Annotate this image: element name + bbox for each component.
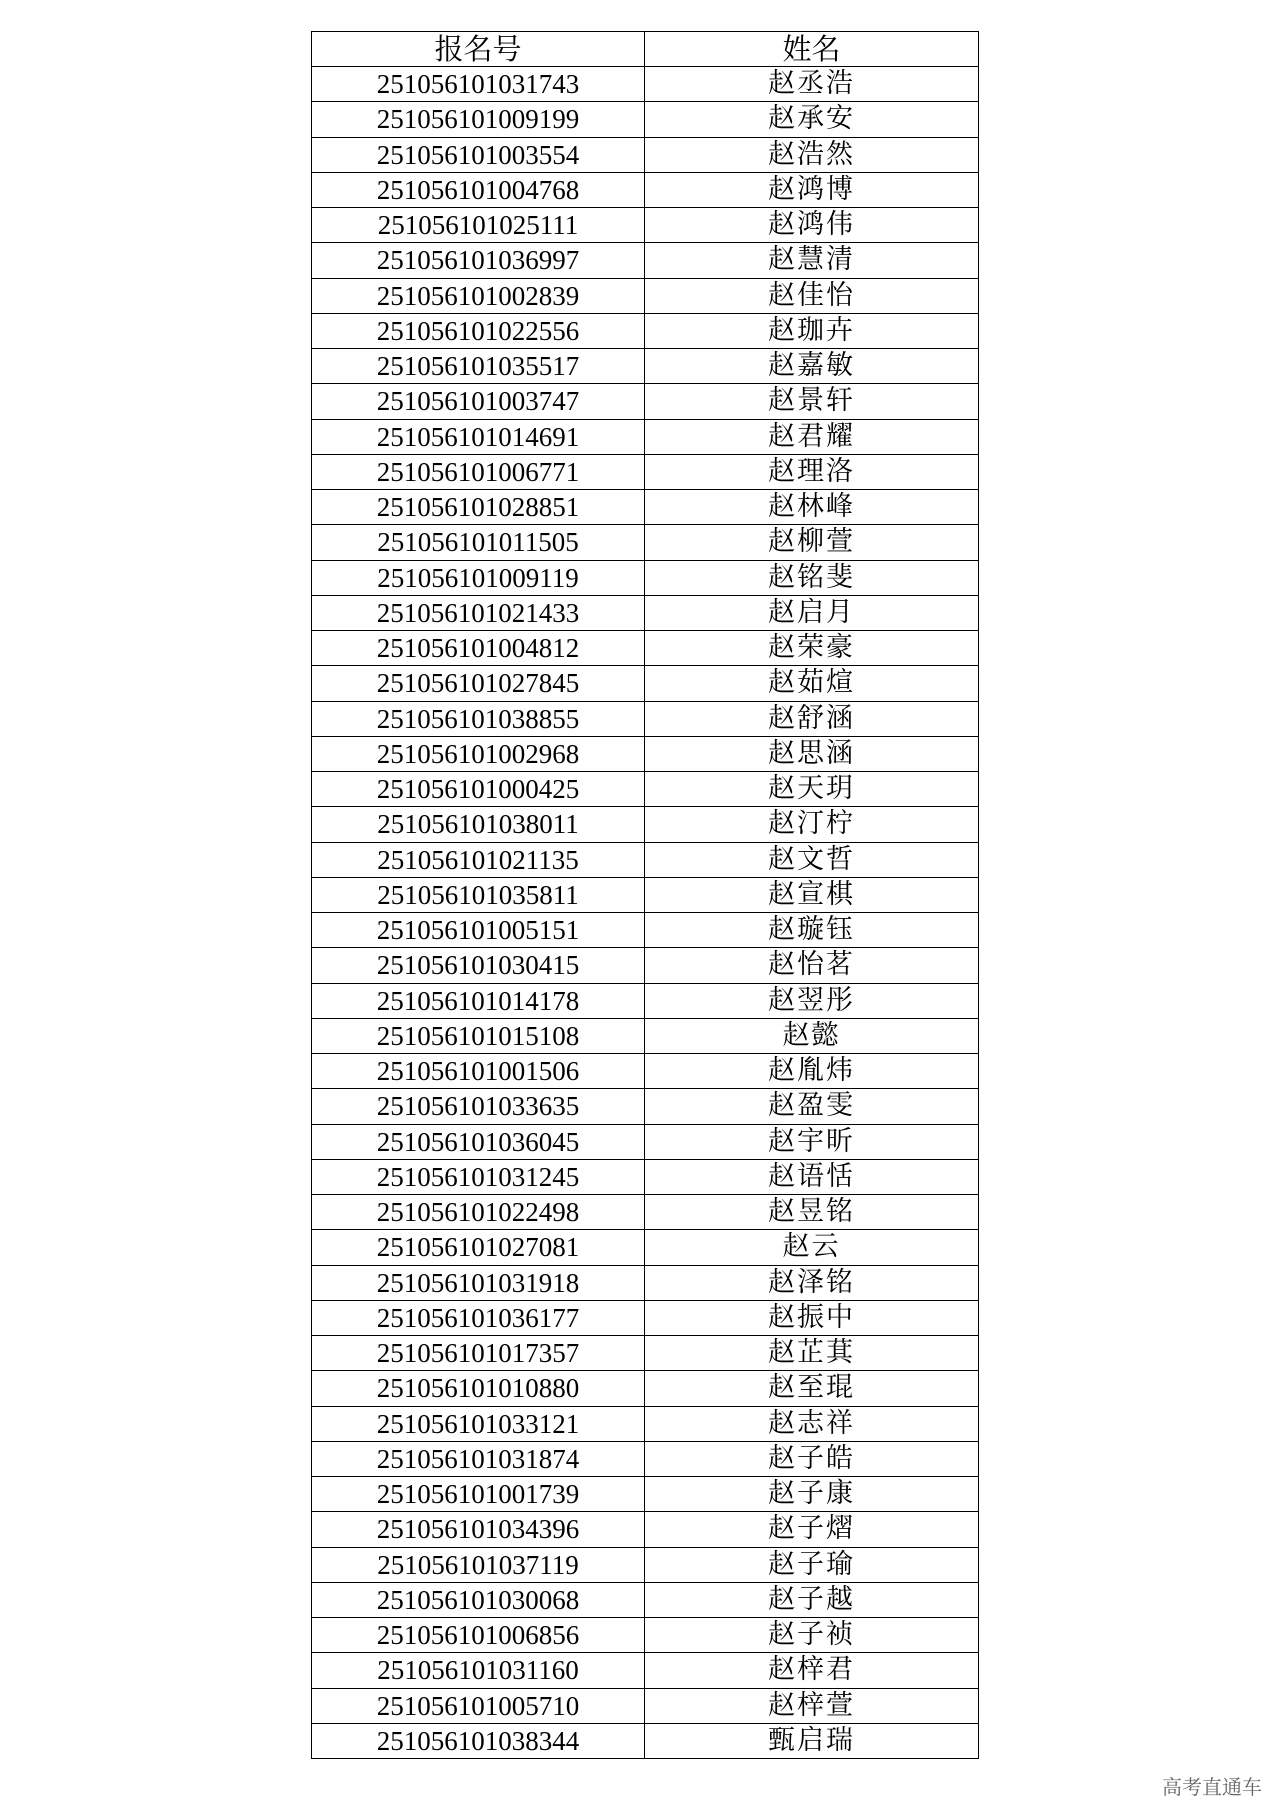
registration-number-cell: 251056101009199 — [312, 102, 645, 137]
registration-number-cell: 251056101031160 — [312, 1653, 645, 1688]
name-cell: 赵铭斐 — [645, 560, 979, 595]
name-cell: 赵云 — [645, 1230, 979, 1265]
table-row — [312, 877, 979, 912]
name-cell: 赵懿 — [645, 1018, 979, 1053]
name-cell: 赵至琨 — [645, 1371, 979, 1406]
name-cell: 赵子越 — [645, 1582, 979, 1617]
table-row — [312, 419, 979, 454]
registration-number-cell: 251056101005710 — [312, 1688, 645, 1723]
table-row — [312, 807, 979, 842]
table-row — [312, 67, 979, 102]
name-cell: 赵梓萱 — [645, 1688, 979, 1723]
table-row — [312, 208, 979, 243]
table-row — [312, 736, 979, 771]
table-row — [312, 1512, 979, 1547]
table-header-row — [312, 32, 979, 67]
name-cell: 赵子皓 — [645, 1441, 979, 1476]
registration-table — [311, 31, 979, 1759]
registration-number-cell: 251056101027081 — [312, 1230, 645, 1265]
registration-number-cell: 251056101031245 — [312, 1159, 645, 1194]
registration-number-cell: 251056101006771 — [312, 454, 645, 489]
registration-number-cell: 251056101011505 — [312, 525, 645, 560]
name-cell: 赵振中 — [645, 1300, 979, 1335]
name-cell: 赵子祯 — [645, 1618, 979, 1653]
registration-number-cell: 251056101027845 — [312, 666, 645, 701]
table-row — [312, 913, 979, 948]
registration-number-cell: 251056101021433 — [312, 595, 645, 630]
registration-number-cell: 251056101036997 — [312, 243, 645, 278]
table-row — [312, 666, 979, 701]
registration-number-cell: 251056101036045 — [312, 1124, 645, 1159]
table-row — [312, 1688, 979, 1723]
name-cell: 赵胤炜 — [645, 1054, 979, 1089]
registration-number-cell: 251056101003747 — [312, 384, 645, 419]
registration-number-cell: 251056101034396 — [312, 1512, 645, 1547]
name-cell: 赵思涵 — [645, 736, 979, 771]
table-body — [312, 67, 979, 1759]
registration-number-cell: 251056101017357 — [312, 1336, 645, 1371]
table-row — [312, 1441, 979, 1476]
name-cell: 赵梓君 — [645, 1653, 979, 1688]
table-row — [312, 1159, 979, 1194]
name-cell: 赵宇昕 — [645, 1124, 979, 1159]
registration-number-cell: 251056101033121 — [312, 1406, 645, 1441]
registration-number-cell: 251056101002839 — [312, 278, 645, 313]
table-row — [312, 1336, 979, 1371]
name-cell: 赵嘉敏 — [645, 349, 979, 384]
table-row — [312, 560, 979, 595]
name-cell: 赵柳萱 — [645, 525, 979, 560]
table-row — [312, 1265, 979, 1300]
registration-number-cell: 251056101030415 — [312, 948, 645, 983]
table-row — [312, 631, 979, 666]
registration-number-cell: 251056101028851 — [312, 490, 645, 525]
name-cell: 赵浩然 — [645, 137, 979, 172]
table-row — [312, 1018, 979, 1053]
name-cell: 赵汀柠 — [645, 807, 979, 842]
registration-number-cell: 251056101031874 — [312, 1441, 645, 1476]
table-row — [312, 1230, 979, 1265]
registration-number-cell: 251056101021135 — [312, 842, 645, 877]
table-row — [312, 349, 979, 384]
table-row — [312, 525, 979, 560]
registration-number-cell: 251056101031743 — [312, 67, 645, 102]
registration-number-cell: 251056101038344 — [312, 1723, 645, 1758]
table-row — [312, 102, 979, 137]
registration-number-cell: 251056101006856 — [312, 1618, 645, 1653]
column-header-name: 姓名 — [645, 32, 979, 67]
name-cell: 甄启瑞 — [645, 1723, 979, 1758]
registration-number-cell: 251056101022498 — [312, 1195, 645, 1230]
name-cell: 赵璇钰 — [645, 913, 979, 948]
registration-number-cell: 251056101038011 — [312, 807, 645, 842]
registration-number-cell: 251056101035517 — [312, 349, 645, 384]
table-row — [312, 1195, 979, 1230]
registration-number-cell: 251056101004812 — [312, 631, 645, 666]
name-cell: 赵珈卉 — [645, 313, 979, 348]
registration-number-cell: 251056101003554 — [312, 137, 645, 172]
name-cell: 赵佳怡 — [645, 278, 979, 313]
table-row — [312, 384, 979, 419]
name-cell: 赵茹煊 — [645, 666, 979, 701]
name-cell: 赵景轩 — [645, 384, 979, 419]
registration-number-cell: 251056101004768 — [312, 172, 645, 207]
name-cell: 赵鸿博 — [645, 172, 979, 207]
table-row — [312, 1582, 979, 1617]
registration-number-cell: 251056101037119 — [312, 1547, 645, 1582]
registration-number-cell: 251056101015108 — [312, 1018, 645, 1053]
table-row — [312, 1723, 979, 1758]
registration-number-cell: 251056101022556 — [312, 313, 645, 348]
registration-number-cell: 251056101031918 — [312, 1265, 645, 1300]
table-row — [312, 490, 979, 525]
registration-number-cell: 251056101014691 — [312, 419, 645, 454]
table-row — [312, 454, 979, 489]
name-cell: 赵宣棋 — [645, 877, 979, 912]
registration-number-cell: 251056101014178 — [312, 983, 645, 1018]
table-row — [312, 243, 979, 278]
name-cell: 赵翌彤 — [645, 983, 979, 1018]
name-cell: 赵子瑜 — [645, 1547, 979, 1582]
registration-number-cell: 251056101001506 — [312, 1054, 645, 1089]
name-cell: 赵舒涵 — [645, 701, 979, 736]
table-row — [312, 172, 979, 207]
registration-number-cell: 251056101000425 — [312, 772, 645, 807]
table-row — [312, 1618, 979, 1653]
table-row — [312, 1547, 979, 1582]
table-row — [312, 983, 979, 1018]
name-cell: 赵子熠 — [645, 1512, 979, 1547]
name-cell: 赵昱铭 — [645, 1195, 979, 1230]
table-row — [312, 595, 979, 630]
table-row — [312, 701, 979, 736]
table-row — [312, 313, 979, 348]
table-row — [312, 1371, 979, 1406]
table-row — [312, 1054, 979, 1089]
table-row — [312, 772, 979, 807]
name-cell: 赵鸿伟 — [645, 208, 979, 243]
name-cell: 赵承安 — [645, 102, 979, 137]
table-row — [312, 1300, 979, 1335]
column-header-registration-number: 报名号 — [312, 32, 645, 67]
registration-number-cell: 251056101038855 — [312, 701, 645, 736]
name-cell: 赵启月 — [645, 595, 979, 630]
registration-number-cell: 251056101025111 — [312, 208, 645, 243]
name-cell: 赵盈雯 — [645, 1089, 979, 1124]
name-cell: 赵语恬 — [645, 1159, 979, 1194]
registration-number-cell: 251056101030068 — [312, 1582, 645, 1617]
registration-number-cell: 251056101002968 — [312, 736, 645, 771]
registration-number-cell: 251056101009119 — [312, 560, 645, 595]
name-cell: 赵天玥 — [645, 772, 979, 807]
registration-number-cell: 251056101001739 — [312, 1477, 645, 1512]
table-row — [312, 1477, 979, 1512]
name-cell: 赵君耀 — [645, 419, 979, 454]
table-row — [312, 1653, 979, 1688]
registration-number-cell: 251056101005151 — [312, 913, 645, 948]
name-cell: 赵荣豪 — [645, 631, 979, 666]
name-cell: 赵子康 — [645, 1477, 979, 1512]
name-cell: 赵泽铭 — [645, 1265, 979, 1300]
name-cell: 赵理洛 — [645, 454, 979, 489]
name-cell: 赵怡茗 — [645, 948, 979, 983]
name-cell: 赵志祥 — [645, 1406, 979, 1441]
name-cell: 赵丞浩 — [645, 67, 979, 102]
table-row — [312, 278, 979, 313]
table-row — [312, 948, 979, 983]
table-row — [312, 1406, 979, 1441]
registration-number-cell: 251056101035811 — [312, 877, 645, 912]
registration-number-cell: 251056101010880 — [312, 1371, 645, 1406]
name-cell: 赵林峰 — [645, 490, 979, 525]
registration-number-cell: 251056101036177 — [312, 1300, 645, 1335]
table-row — [312, 842, 979, 877]
table-row — [312, 1089, 979, 1124]
name-cell: 赵芷萁 — [645, 1336, 979, 1371]
name-cell: 赵慧清 — [645, 243, 979, 278]
table-row — [312, 137, 979, 172]
name-cell: 赵文哲 — [645, 842, 979, 877]
registration-number-cell: 251056101033635 — [312, 1089, 645, 1124]
watermark-text: 高考直通车 — [1162, 1775, 1262, 1799]
table-row — [312, 1124, 979, 1159]
